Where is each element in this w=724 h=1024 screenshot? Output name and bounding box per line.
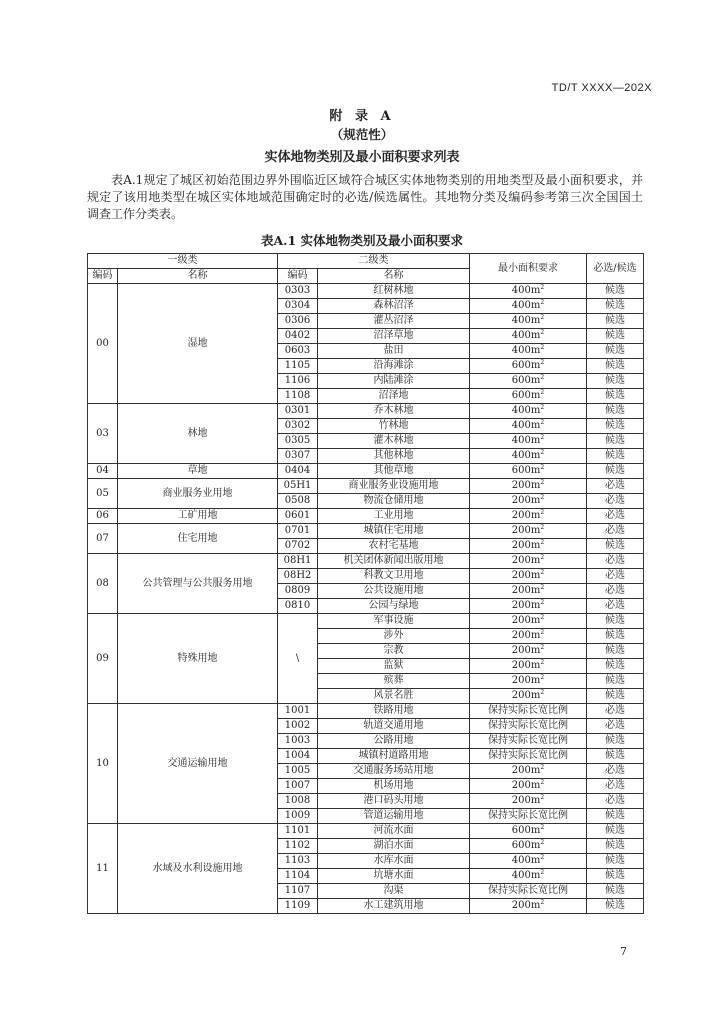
min-area-value: 200m (511, 540, 541, 551)
area-unit-exponent: 2 (540, 899, 545, 906)
required-flag: 必选 (587, 779, 644, 794)
table-row (88, 284, 644, 299)
level2-code: 1102 (278, 839, 318, 854)
area-unit-exponent: 2 (540, 524, 545, 531)
area-unit-exponent: 2 (540, 419, 545, 426)
level2-code: 1104 (278, 869, 318, 884)
min-area-value: 400m (511, 855, 541, 866)
area-unit-exponent: 2 (540, 599, 545, 606)
min-area (470, 854, 587, 869)
min-area (470, 614, 587, 629)
min-area (470, 809, 587, 824)
level2-name: 坑塘水面 (318, 869, 470, 884)
header-min-area: 最小面积要求 (470, 254, 587, 284)
level2-code: 0307 (278, 449, 318, 464)
min-area-value: 200m (511, 630, 541, 641)
table-row (88, 404, 644, 419)
min-area-value: 200m (511, 525, 541, 536)
level2-name: 公园与绿地 (318, 599, 470, 614)
required-flag: 候选 (587, 299, 644, 314)
min-area-value: 400m (511, 285, 541, 296)
min-area (470, 359, 587, 374)
min-area-value: 200m (511, 495, 541, 506)
min-area-value: 600m (511, 390, 541, 401)
level2-code: 1009 (278, 809, 318, 824)
required-flag: 候选 (587, 839, 644, 854)
min-area (470, 824, 587, 839)
level2-name: 公共设施用地 (318, 584, 470, 599)
min-area-value: 保持实际长宽比例 (488, 705, 568, 716)
required-flag: 必选 (587, 554, 644, 569)
header-required: 必选/候选 (587, 254, 644, 284)
required-flag: 候选 (587, 899, 644, 914)
level2-name: 湖泊水面 (318, 839, 470, 854)
min-area-value: 保持实际长宽比例 (488, 810, 568, 821)
level2-name: 军事设施 (318, 614, 470, 629)
level2-code: 1003 (278, 734, 318, 749)
table-row (88, 524, 644, 539)
document-code: TD/T XXXX—202X (551, 82, 652, 94)
level2-name: 机关团体新闻出版用地 (318, 554, 470, 569)
level2-code: 1001 (278, 704, 318, 719)
level2-name: 水工建筑用地 (318, 899, 470, 914)
level2-code: 1008 (278, 794, 318, 809)
min-area (470, 404, 587, 419)
min-area (470, 479, 587, 494)
level2-name: 工业用地 (318, 509, 470, 524)
area-unit-exponent: 2 (540, 389, 545, 396)
min-area (470, 644, 587, 659)
min-area-value: 200m (511, 690, 541, 701)
required-flag: 候选 (587, 629, 644, 644)
level1-code: 07 (88, 524, 118, 554)
min-area (470, 779, 587, 794)
required-flag: 候选 (587, 614, 644, 629)
level2-name: 水库水面 (318, 854, 470, 869)
required-flag: 必选 (587, 524, 644, 539)
level2-name: 铁路用地 (318, 704, 470, 719)
area-unit-exponent: 2 (540, 779, 545, 786)
min-area-value: 保持实际长宽比例 (488, 720, 568, 731)
min-area (470, 389, 587, 404)
required-flag: 必选 (587, 494, 644, 509)
min-area (470, 899, 587, 914)
level2-code: 0508 (278, 494, 318, 509)
table-row (88, 704, 644, 719)
table-row (88, 614, 644, 629)
required-flag: 必选 (587, 584, 644, 599)
area-unit-exponent: 2 (540, 824, 545, 831)
min-area-value: 保持实际长宽比例 (488, 750, 568, 761)
min-area (470, 554, 587, 569)
level2-name: 沼泽草地 (318, 329, 470, 344)
level2-name: 管道运输用地 (318, 809, 470, 824)
min-area-value: 400m (511, 405, 541, 416)
required-flag: 必选 (587, 599, 644, 614)
required-flag: 候选 (587, 449, 644, 464)
header-level2-code: 编码 (278, 269, 318, 284)
level1-name: 交通运输用地 (118, 704, 278, 824)
min-area (470, 794, 587, 809)
min-area-value: 200m (511, 780, 541, 791)
required-flag: 必选 (587, 509, 644, 524)
header-level1-code: 编码 (88, 269, 118, 284)
intro-paragraph (87, 172, 643, 223)
required-flag: 候选 (587, 359, 644, 374)
area-unit-exponent: 2 (540, 854, 545, 861)
level1-code: 03 (88, 404, 118, 464)
min-area (470, 434, 587, 449)
level2-name: 森林沼泽 (318, 299, 470, 314)
level2-name: 科教文卫用地 (318, 569, 470, 584)
area-unit-exponent: 2 (540, 869, 545, 876)
min-area-value: 保持实际长宽比例 (488, 885, 568, 896)
min-area-value: 200m (511, 555, 541, 566)
area-unit-exponent: 2 (540, 404, 545, 411)
area-unit-exponent: 2 (540, 674, 545, 681)
level2-code: 0404 (278, 464, 318, 479)
min-area (470, 734, 587, 749)
required-flag: 候选 (587, 869, 644, 884)
min-area (470, 599, 587, 614)
level2-name: 商业服务业设施用地 (318, 479, 470, 494)
level2-code: 0402 (278, 329, 318, 344)
area-unit-exponent: 2 (540, 554, 545, 561)
min-area (470, 299, 587, 314)
required-flag: 候选 (587, 854, 644, 869)
table-caption: 表A.1 实体地物类别及最小面积要求 (260, 233, 464, 248)
level2-name: 沟渠 (318, 884, 470, 899)
level2-name: 沼泽地 (318, 389, 470, 404)
level2-code: 0809 (278, 584, 318, 599)
required-flag: 必选 (587, 719, 644, 734)
level2-code: 08H1 (278, 554, 318, 569)
min-area (470, 539, 587, 554)
min-area (470, 749, 587, 764)
level2-code: 0303 (278, 284, 318, 299)
area-unit-exponent: 2 (540, 839, 545, 846)
level2-code: 1002 (278, 719, 318, 734)
annex-main-title: 实体地物类别及最小面积要求列表 (264, 150, 460, 165)
min-area-value: 200m (511, 660, 541, 671)
min-area-value: 400m (511, 870, 541, 881)
level2-name: 盐田 (318, 344, 470, 359)
min-area (470, 764, 587, 779)
level1-name: 草地 (118, 464, 278, 479)
area-unit-exponent: 2 (540, 509, 545, 516)
level1-code: 09 (88, 614, 118, 704)
min-area (470, 449, 587, 464)
min-area (470, 509, 587, 524)
min-area-value: 400m (511, 450, 541, 461)
min-area-value: 400m (511, 330, 541, 341)
level2-code: 08H2 (278, 569, 318, 584)
required-flag: 候选 (587, 329, 644, 344)
area-unit-exponent: 2 (540, 494, 545, 501)
level2-code: 05H1 (278, 479, 318, 494)
level2-code: 1103 (278, 854, 318, 869)
level2-code: \ (278, 614, 318, 704)
level1-code: 11 (88, 824, 118, 914)
area-unit-exponent: 2 (540, 629, 545, 636)
area-unit-exponent: 2 (540, 569, 545, 576)
min-area (470, 284, 587, 299)
level1-code: 00 (88, 284, 118, 404)
area-unit-exponent: 2 (540, 539, 545, 546)
level2-code: 1005 (278, 764, 318, 779)
required-flag: 候选 (587, 419, 644, 434)
min-area-value: 200m (511, 765, 541, 776)
required-flag: 候选 (587, 344, 644, 359)
min-area-value: 400m (511, 435, 541, 446)
required-flag: 候选 (587, 374, 644, 389)
required-flag: 候选 (587, 434, 644, 449)
header-level2-name: 名称 (318, 269, 470, 284)
level2-name: 其他林地 (318, 449, 470, 464)
level1-code: 04 (88, 464, 118, 479)
min-area (470, 314, 587, 329)
min-area-value: 200m (511, 675, 541, 686)
level2-name: 其他草地 (318, 464, 470, 479)
min-area-value: 200m (511, 480, 541, 491)
min-area (470, 584, 587, 599)
min-area-value: 600m (511, 360, 541, 371)
min-area-value: 200m (511, 795, 541, 806)
min-area (470, 329, 587, 344)
min-area (470, 419, 587, 434)
min-area-value: 600m (511, 840, 541, 851)
min-area-value: 400m (511, 345, 541, 356)
level1-code: 08 (88, 554, 118, 614)
min-area (470, 689, 587, 704)
level2-name: 机场用地 (318, 779, 470, 794)
table-row (88, 464, 644, 479)
area-unit-exponent: 2 (540, 584, 545, 591)
level1-name: 商业服务业用地 (118, 479, 278, 509)
area-unit-exponent: 2 (540, 329, 545, 336)
table-body (88, 284, 644, 914)
level2-code: 0702 (278, 539, 318, 554)
level2-name: 城镇村道路用地 (318, 749, 470, 764)
min-area-value: 400m (511, 420, 541, 431)
land-type-table (87, 253, 644, 914)
min-area-value: 200m (511, 570, 541, 581)
table-row (88, 509, 644, 524)
area-unit-exponent: 2 (540, 794, 545, 801)
required-flag: 候选 (587, 749, 644, 764)
min-area-value: 保持实际长宽比例 (488, 735, 568, 746)
annex-normative-label: （规范性） (330, 127, 394, 142)
area-unit-exponent: 2 (540, 764, 545, 771)
level2-name: 风景名胜 (318, 689, 470, 704)
level2-code: 1007 (278, 779, 318, 794)
table-row (88, 824, 644, 839)
required-flag: 候选 (587, 659, 644, 674)
required-flag: 候选 (587, 674, 644, 689)
required-flag: 候选 (587, 539, 644, 554)
level2-code: 1109 (278, 899, 318, 914)
level1-name: 特殊用地 (118, 614, 278, 704)
level2-name: 乔木林地 (318, 404, 470, 419)
min-area-value: 600m (511, 465, 541, 476)
level2-code: 1106 (278, 374, 318, 389)
level2-code: 1107 (278, 884, 318, 899)
area-unit-exponent: 2 (540, 284, 545, 291)
required-flag: 候选 (587, 809, 644, 824)
min-area (470, 659, 587, 674)
level2-code: 0304 (278, 299, 318, 314)
level2-name: 农村宅基地 (318, 539, 470, 554)
level1-code: 06 (88, 509, 118, 524)
level2-code: 0302 (278, 419, 318, 434)
area-unit-exponent: 2 (540, 374, 545, 381)
level2-name: 公路用地 (318, 734, 470, 749)
header-level2: 二级类 (278, 254, 470, 269)
min-area-value: 400m (511, 300, 541, 311)
level2-code: 0603 (278, 344, 318, 359)
level2-code: 0305 (278, 434, 318, 449)
level2-code: 0701 (278, 524, 318, 539)
area-unit-exponent: 2 (540, 449, 545, 456)
required-flag: 候选 (587, 284, 644, 299)
min-area (470, 464, 587, 479)
level1-code: 10 (88, 704, 118, 824)
level1-name: 林地 (118, 404, 278, 464)
level2-name: 灌木林地 (318, 434, 470, 449)
level2-name: 城镇住宅用地 (318, 524, 470, 539)
area-unit-exponent: 2 (540, 659, 545, 666)
required-flag: 必选 (587, 794, 644, 809)
level2-code: 0306 (278, 314, 318, 329)
required-flag: 候选 (587, 464, 644, 479)
min-area (470, 374, 587, 389)
required-flag: 候选 (587, 734, 644, 749)
area-unit-exponent: 2 (540, 434, 545, 441)
min-area-value: 200m (511, 510, 541, 521)
intro-text: 表A.1规定了城区初始范围边界外围临近区域符合城区实体地物类别的用地类型及最小面积要求，并规定了该用地类型在城区实体地域范围确定时的必选/候选属性。其地物分类及编码参考第三次全国国土调查工作分类表。 (87, 173, 643, 221)
page-number: 7 (620, 945, 627, 958)
level2-name: 监狱 (318, 659, 470, 674)
level1-name: 住宅用地 (118, 524, 278, 554)
level2-code: 0301 (278, 404, 318, 419)
level2-name: 宗教 (318, 644, 470, 659)
required-flag: 必选 (587, 479, 644, 494)
area-unit-exponent: 2 (540, 464, 545, 471)
required-flag: 候选 (587, 389, 644, 404)
min-area-value: 200m (511, 585, 541, 596)
area-unit-exponent: 2 (540, 689, 545, 696)
area-unit-exponent: 2 (540, 614, 545, 621)
level2-name: 河流水面 (318, 824, 470, 839)
min-area-value: 600m (511, 375, 541, 386)
min-area (470, 344, 587, 359)
level2-name: 红树林地 (318, 284, 470, 299)
min-area (470, 704, 587, 719)
header-level1: 一级类 (88, 254, 278, 269)
level2-name: 物流仓储用地 (318, 494, 470, 509)
required-flag: 必选 (587, 704, 644, 719)
header-level1-name: 名称 (118, 269, 278, 284)
min-area-value: 200m (511, 615, 541, 626)
min-area (470, 629, 587, 644)
min-area (470, 524, 587, 539)
min-area (470, 869, 587, 884)
level2-name: 交通服务场站用地 (318, 764, 470, 779)
required-flag: 必选 (587, 764, 644, 779)
level2-name: 内陆滩涂 (318, 374, 470, 389)
required-flag: 候选 (587, 884, 644, 899)
required-flag: 候选 (587, 644, 644, 659)
min-area (470, 719, 587, 734)
area-unit-exponent: 2 (540, 314, 545, 321)
required-flag: 候选 (587, 314, 644, 329)
min-area-value: 400m (511, 315, 541, 326)
level2-name: 港口码头用地 (318, 794, 470, 809)
level2-name: 殡葬 (318, 674, 470, 689)
area-unit-exponent: 2 (540, 299, 545, 306)
min-area-value: 600m (511, 825, 541, 836)
required-flag: 候选 (587, 689, 644, 704)
required-flag: 必选 (587, 569, 644, 584)
min-area (470, 674, 587, 689)
min-area (470, 839, 587, 854)
level1-name: 湿地 (118, 284, 278, 404)
level2-name: 竹林地 (318, 419, 470, 434)
min-area (470, 494, 587, 509)
level2-name: 涉外 (318, 629, 470, 644)
area-unit-exponent: 2 (540, 359, 545, 366)
level2-code: 1101 (278, 824, 318, 839)
level2-code: 1105 (278, 359, 318, 374)
table-row (88, 479, 644, 494)
min-area-value: 200m (511, 645, 541, 656)
level1-name: 工矿用地 (118, 509, 278, 524)
required-flag: 候选 (587, 824, 644, 839)
level2-name: 轨道交通用地 (318, 719, 470, 734)
min-area (470, 569, 587, 584)
min-area-value: 200m (511, 900, 541, 911)
min-area (470, 884, 587, 899)
table-row (88, 554, 644, 569)
area-unit-exponent: 2 (540, 479, 545, 486)
level2-name: 沿海滩涂 (318, 359, 470, 374)
min-area-value: 200m (511, 600, 541, 611)
level1-code: 05 (88, 479, 118, 509)
level2-code: 0810 (278, 599, 318, 614)
area-unit-exponent: 2 (540, 344, 545, 351)
level2-code: 0601 (278, 509, 318, 524)
area-unit-exponent: 2 (540, 644, 545, 651)
level2-name: 灌丛沼泽 (318, 314, 470, 329)
level1-name: 水域及水利设施用地 (118, 824, 278, 914)
header-row (88, 254, 644, 269)
required-flag: 候选 (587, 404, 644, 419)
annex-title: 附 录 A (329, 109, 395, 124)
level2-code: 1004 (278, 749, 318, 764)
level1-name: 公共管理与公共服务用地 (118, 554, 278, 614)
level2-code: 1108 (278, 389, 318, 404)
